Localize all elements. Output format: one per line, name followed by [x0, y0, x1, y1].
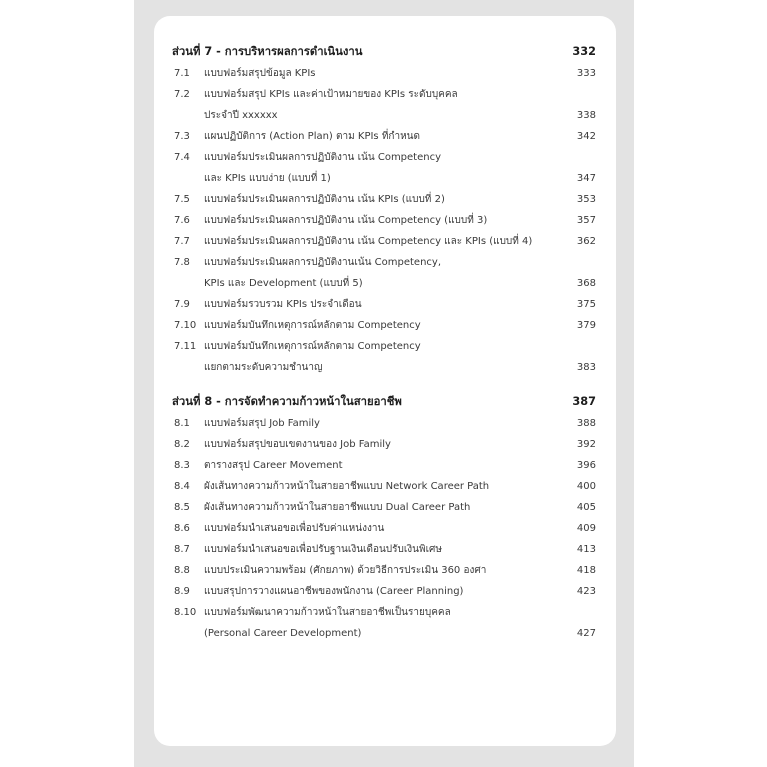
entry-page-number: 342: [576, 131, 596, 142]
entry-number: 8.3: [174, 460, 190, 471]
toc-entry-line: [172, 455, 596, 476]
toc-entry-line: [172, 105, 596, 126]
toc-entry-line: [172, 581, 596, 602]
book-page: [154, 16, 616, 746]
toc-entry: [172, 84, 596, 126]
section-page-number: 387: [572, 395, 596, 408]
section-page-number: 332: [572, 45, 596, 58]
toc-entry: [172, 210, 596, 231]
entry-page-number: 333: [576, 68, 596, 79]
entry-page-number: 427: [576, 628, 596, 639]
entry-page-number: 383: [576, 362, 596, 373]
toc-entry: [172, 189, 596, 210]
entry-title: แบบฟอร์มพัฒนาความก้าวหน้าในสายอาชีพเป็นรายบุคคล: [204, 607, 451, 618]
toc-entry-line: [172, 84, 596, 105]
entry-title: แยกตามระดับความชำนาญ: [204, 362, 323, 373]
entry-title: (Personal Career Development): [204, 628, 362, 639]
entry-title: แบบฟอร์มบันทึกเหตุการณ์หลักตาม Competency: [204, 341, 421, 352]
entry-number: 7.7: [174, 236, 190, 247]
toc-entry: [172, 539, 596, 560]
entry-page-number: 418: [576, 565, 596, 576]
entry-number: 7.5: [174, 194, 190, 205]
toc-entry: [172, 455, 596, 476]
entry-number: 8.5: [174, 502, 190, 513]
entry-number: 7.11: [174, 341, 197, 352]
toc-entry-line: [172, 518, 596, 539]
entry-number: 7.6: [174, 215, 190, 226]
toc-entry-line: [172, 63, 596, 84]
entry-page-number: 375: [576, 299, 596, 310]
toc-entry-line: [172, 336, 596, 357]
entry-title: แบบฟอร์มประเมินผลการปฏิบัติงาน เน้น KPIs (แบบที่ 2): [204, 194, 445, 205]
toc-entry: [172, 581, 596, 602]
entry-number: 8.1: [174, 418, 190, 429]
toc-entry-line: [172, 413, 596, 434]
entry-title: แบบฟอร์มประเมินผลการปฏิบัติงาน เน้น Competency (แบบที่ 3): [204, 215, 488, 226]
entry-title: แบบประเมินความพร้อม (ศักยภาพ) ด้วยวิธีการประเมิน 360 องศา: [204, 565, 487, 576]
toc-entry: [172, 63, 596, 84]
toc-entry-line: [172, 252, 596, 273]
entry-title: แบบฟอร์มประเมินผลการปฏิบัติงานเน้น Competency,: [204, 257, 442, 268]
toc-entry-line: [172, 189, 596, 210]
toc-entry: [172, 518, 596, 539]
table-of-contents: [172, 42, 596, 644]
toc-entry-line: [172, 231, 596, 252]
toc-entry: [172, 126, 596, 147]
toc-entry: [172, 294, 596, 315]
entry-number: 8.4: [174, 481, 190, 492]
toc-entry-line: [172, 434, 596, 455]
entry-number: 7.10: [174, 320, 197, 331]
entry-title: แผนปฏิบัติการ (Action Plan) ตาม KPIs ที่กำหนด: [204, 131, 421, 142]
entry-title: ประจำปี xxxxxx: [204, 110, 278, 121]
entry-title: แบบฟอร์มบันทึกเหตุการณ์หลักตาม Competency: [204, 320, 421, 331]
toc-entry-line: [172, 294, 596, 315]
toc-entry: [172, 336, 596, 378]
section-title: ส่วนที่ 7 - การบริหารผลการดำเนินงาน: [172, 45, 363, 58]
entry-number: 8.10: [174, 607, 197, 618]
toc-entry-line: [172, 623, 596, 644]
section-heading: [172, 42, 596, 63]
entry-number: 8.2: [174, 439, 190, 450]
entry-title: แบบฟอร์มนำเสนอขอเพื่อปรับค่าแหน่งงาน: [204, 523, 385, 534]
entry-number: 8.9: [174, 586, 190, 597]
entry-page-number: 405: [576, 502, 596, 513]
entry-title: แบบฟอร์มนำเสนอขอเพื่อปรับฐานเงินเดือนปรับเงินพิเศษ: [204, 544, 442, 555]
entry-title: แบบฟอร์มสรุปขอบเขตงานของ Job Family: [204, 439, 391, 450]
toc-entry: [172, 434, 596, 455]
entry-title: แบบฟอร์มประเมินผลการปฏิบัติงาน เน้น Competency และ KPIs (แบบที่ 4): [204, 236, 533, 247]
entry-number: 8.8: [174, 565, 190, 576]
toc-entry-line: [172, 168, 596, 189]
entry-number: 8.7: [174, 544, 190, 555]
section-title: ส่วนที่ 8 - การจัดทำความก้าวหน้าในสายอาชีพ: [172, 395, 402, 408]
entry-title: แบบสรุปการวางแผนอาชีพของพนักงาน (Career Planning): [204, 586, 464, 597]
toc-entry-line: [172, 210, 596, 231]
toc-entry-line: [172, 539, 596, 560]
entry-number: 7.2: [174, 89, 190, 100]
entry-page-number: 357: [576, 215, 596, 226]
entry-number: 8.6: [174, 523, 190, 534]
entry-number: 7.8: [174, 257, 190, 268]
entry-title: แบบฟอร์มประเมินผลการปฏิบัติงาน เน้น Competency: [204, 152, 442, 163]
entry-title: ผังเส้นทางความก้าวหน้าในสายอาชีพแบบ Network Career Path: [204, 481, 490, 492]
entry-page-number: 353: [576, 194, 596, 205]
entry-page-number: 409: [576, 523, 596, 534]
entry-title: ผังเส้นทางความก้าวหน้าในสายอาชีพแบบ Dual Career Path: [204, 502, 471, 513]
entry-title: ตารางสรุป Career Movement: [204, 460, 343, 471]
entry-number: 7.3: [174, 131, 190, 142]
toc-entry: [172, 560, 596, 581]
entry-page-number: 379: [576, 320, 596, 331]
entry-page-number: 362: [576, 236, 596, 247]
entry-page-number: 392: [576, 439, 596, 450]
entry-page-number: 423: [576, 586, 596, 597]
toc-entry-line: [172, 560, 596, 581]
toc-entry-line: [172, 315, 596, 336]
toc-entry: [172, 252, 596, 294]
toc-entry: [172, 231, 596, 252]
entry-title: KPIs และ Development (แบบที่ 5): [204, 278, 363, 289]
entry-page-number: 347: [576, 173, 596, 184]
entry-page-number: 388: [576, 418, 596, 429]
toc-entry: [172, 497, 596, 518]
toc-entry: [172, 602, 596, 644]
toc-entry-line: [172, 357, 596, 378]
entry-title: แบบฟอร์มสรุปข้อมูล KPIs: [204, 68, 316, 79]
entry-title: แบบฟอร์มสรุป KPIs และค่าเป้าหมายของ KPIs ระดับบุคคล: [204, 89, 458, 100]
entry-number: 7.9: [174, 299, 190, 310]
entry-page-number: 400: [576, 481, 596, 492]
entry-page-number: 396: [576, 460, 596, 471]
entry-title: แบบฟอร์มสรุป Job Family: [204, 418, 320, 429]
toc-entry: [172, 413, 596, 434]
toc-entry-line: [172, 476, 596, 497]
toc-entry-line: [172, 497, 596, 518]
toc-entry-line: [172, 126, 596, 147]
entry-page-number: 338: [576, 110, 596, 121]
entry-page-number: 368: [576, 278, 596, 289]
toc-entry-line: [172, 273, 596, 294]
entry-number: 7.1: [174, 68, 190, 79]
toc-entry-line: [172, 602, 596, 623]
entry-page-number: 413: [576, 544, 596, 555]
entry-number: 7.4: [174, 152, 190, 163]
toc-entry-line: [172, 147, 596, 168]
toc-entry: [172, 315, 596, 336]
entry-title: และ KPIs แบบง่าย (แบบที่ 1): [204, 173, 331, 184]
toc-entry: [172, 476, 596, 497]
section-heading: [172, 392, 596, 413]
toc-entry: [172, 147, 596, 189]
entry-title: แบบฟอร์มรวบรวม KPIs ประจำเดือน: [204, 299, 362, 310]
